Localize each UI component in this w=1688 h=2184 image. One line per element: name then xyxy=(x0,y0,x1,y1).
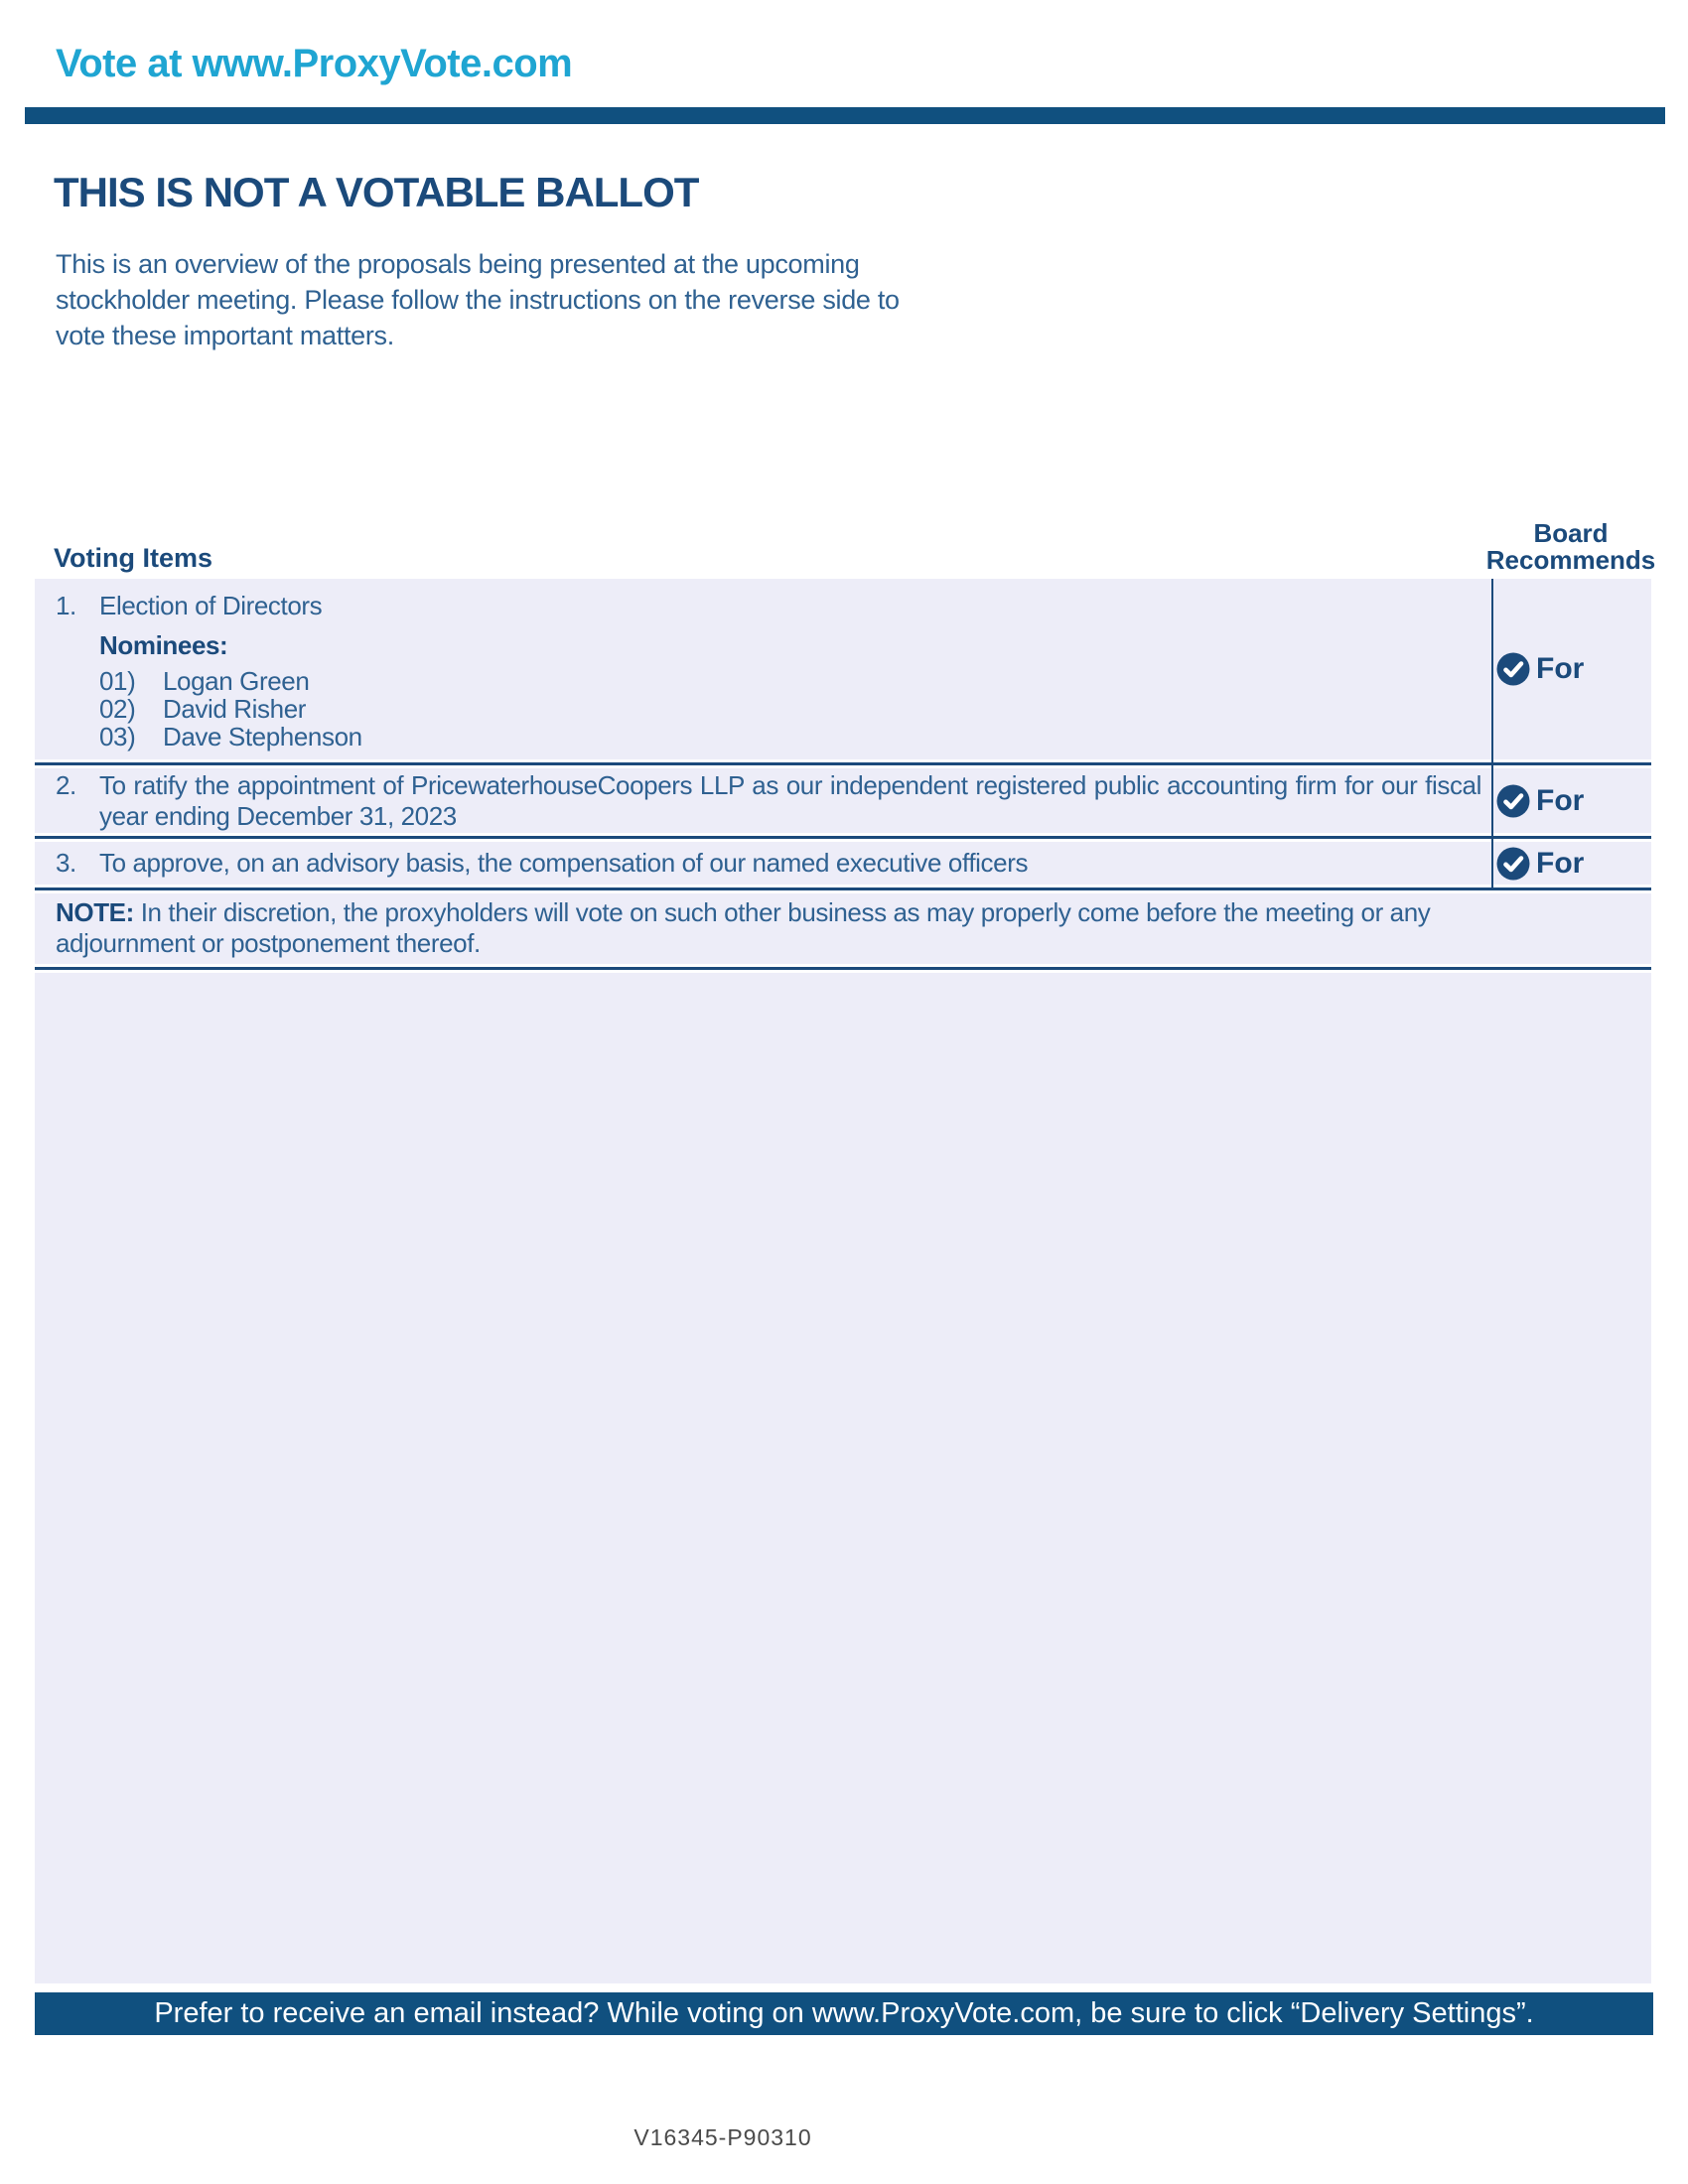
nominees-label: Nominees: xyxy=(99,630,228,660)
nominee-name: Logan Green xyxy=(163,666,310,696)
nominee-name: David Risher xyxy=(163,694,307,724)
table-row-ratify-auditors xyxy=(35,768,1651,833)
proposal-number: 1. xyxy=(56,591,76,620)
row-divider xyxy=(35,759,1651,768)
blank-ballot-area xyxy=(35,973,1651,1983)
proposal-cell xyxy=(35,768,1491,833)
recommendation-label: For xyxy=(1536,846,1585,880)
check-circle-icon xyxy=(1496,847,1530,881)
board-recommends-line1: Board xyxy=(1533,518,1609,548)
footer-banner-text: Prefer to receive an email instead? While voting on www.ProxyVote.com, be sure to click “Delivery Settings”. xyxy=(154,1997,1534,2029)
page-title: Vote at www.ProxyVote.com xyxy=(56,42,573,85)
recommendation-cell xyxy=(1491,579,1651,759)
note-text: In their discretion, the proxyholders will vote on such other business as may properly come before the meeting or any adjournment or postponement thereof. xyxy=(56,897,1431,958)
check-circle-icon xyxy=(1496,652,1530,686)
check-circle-icon xyxy=(1496,784,1530,818)
list-item-nominee xyxy=(99,667,1481,695)
proposal-text: To ratify the appointment of PricewaterhouseCoopers LLP as our independent registered public accounting firm for our fiscal year ending December 31, 2023 xyxy=(99,770,1481,831)
board-recommends-label xyxy=(1485,520,1656,574)
table-row-executive-compensation xyxy=(35,842,1651,885)
row-divider xyxy=(35,885,1651,893)
discretion-note xyxy=(35,893,1651,964)
proposal-title-line xyxy=(56,591,1481,621)
proposal-title-line xyxy=(56,848,1481,879)
list-item-nominee xyxy=(99,695,1481,723)
row-divider xyxy=(35,964,1651,973)
proposal-cell xyxy=(35,579,1491,759)
note-label: NOTE: xyxy=(56,897,134,927)
recommends-column-divider xyxy=(1491,579,1493,890)
proposal-text: To approve, on an advisory basis, the compensation of our named executive officers xyxy=(99,848,1029,878)
footer-banner xyxy=(35,1992,1653,2035)
nominee-number: 03) xyxy=(99,722,136,751)
form-code: V16345-P90310 xyxy=(633,2124,812,2150)
row-divider xyxy=(35,833,1651,842)
nominee-name: Dave Stephenson xyxy=(163,722,362,751)
recommendation-cell xyxy=(1491,768,1651,833)
board-recommends-line2: Recommends xyxy=(1485,545,1656,575)
nominees-list xyxy=(99,667,1481,751)
intro-paragraph: This is an overview of the proposals being presented at the upcoming stockholder meeting. Please follow the instructions on the reverse side to vote these important matters. xyxy=(56,249,900,350)
proposal-text: Election of Directors xyxy=(99,591,323,620)
nominee-number: 01) xyxy=(99,666,136,696)
nominee-number: 02) xyxy=(99,694,136,724)
table-row-election-of-directors xyxy=(35,579,1651,759)
recommendation-label: For xyxy=(1536,652,1585,685)
proposal-number: 2. xyxy=(56,770,76,800)
recommendation-label: For xyxy=(1536,783,1585,817)
recommendation-cell xyxy=(1491,842,1651,885)
header-divider-bar xyxy=(25,107,1665,124)
voting-items-label: Voting Items xyxy=(54,543,213,573)
proposal-cell xyxy=(35,842,1491,885)
proposal-number: 3. xyxy=(56,848,76,878)
not-votable-heading: THIS IS NOT A VOTABLE BALLOT xyxy=(54,169,699,215)
proposal-title-line xyxy=(56,770,1481,832)
list-item-nominee xyxy=(99,723,1481,751)
voting-items-table xyxy=(35,579,1651,1983)
